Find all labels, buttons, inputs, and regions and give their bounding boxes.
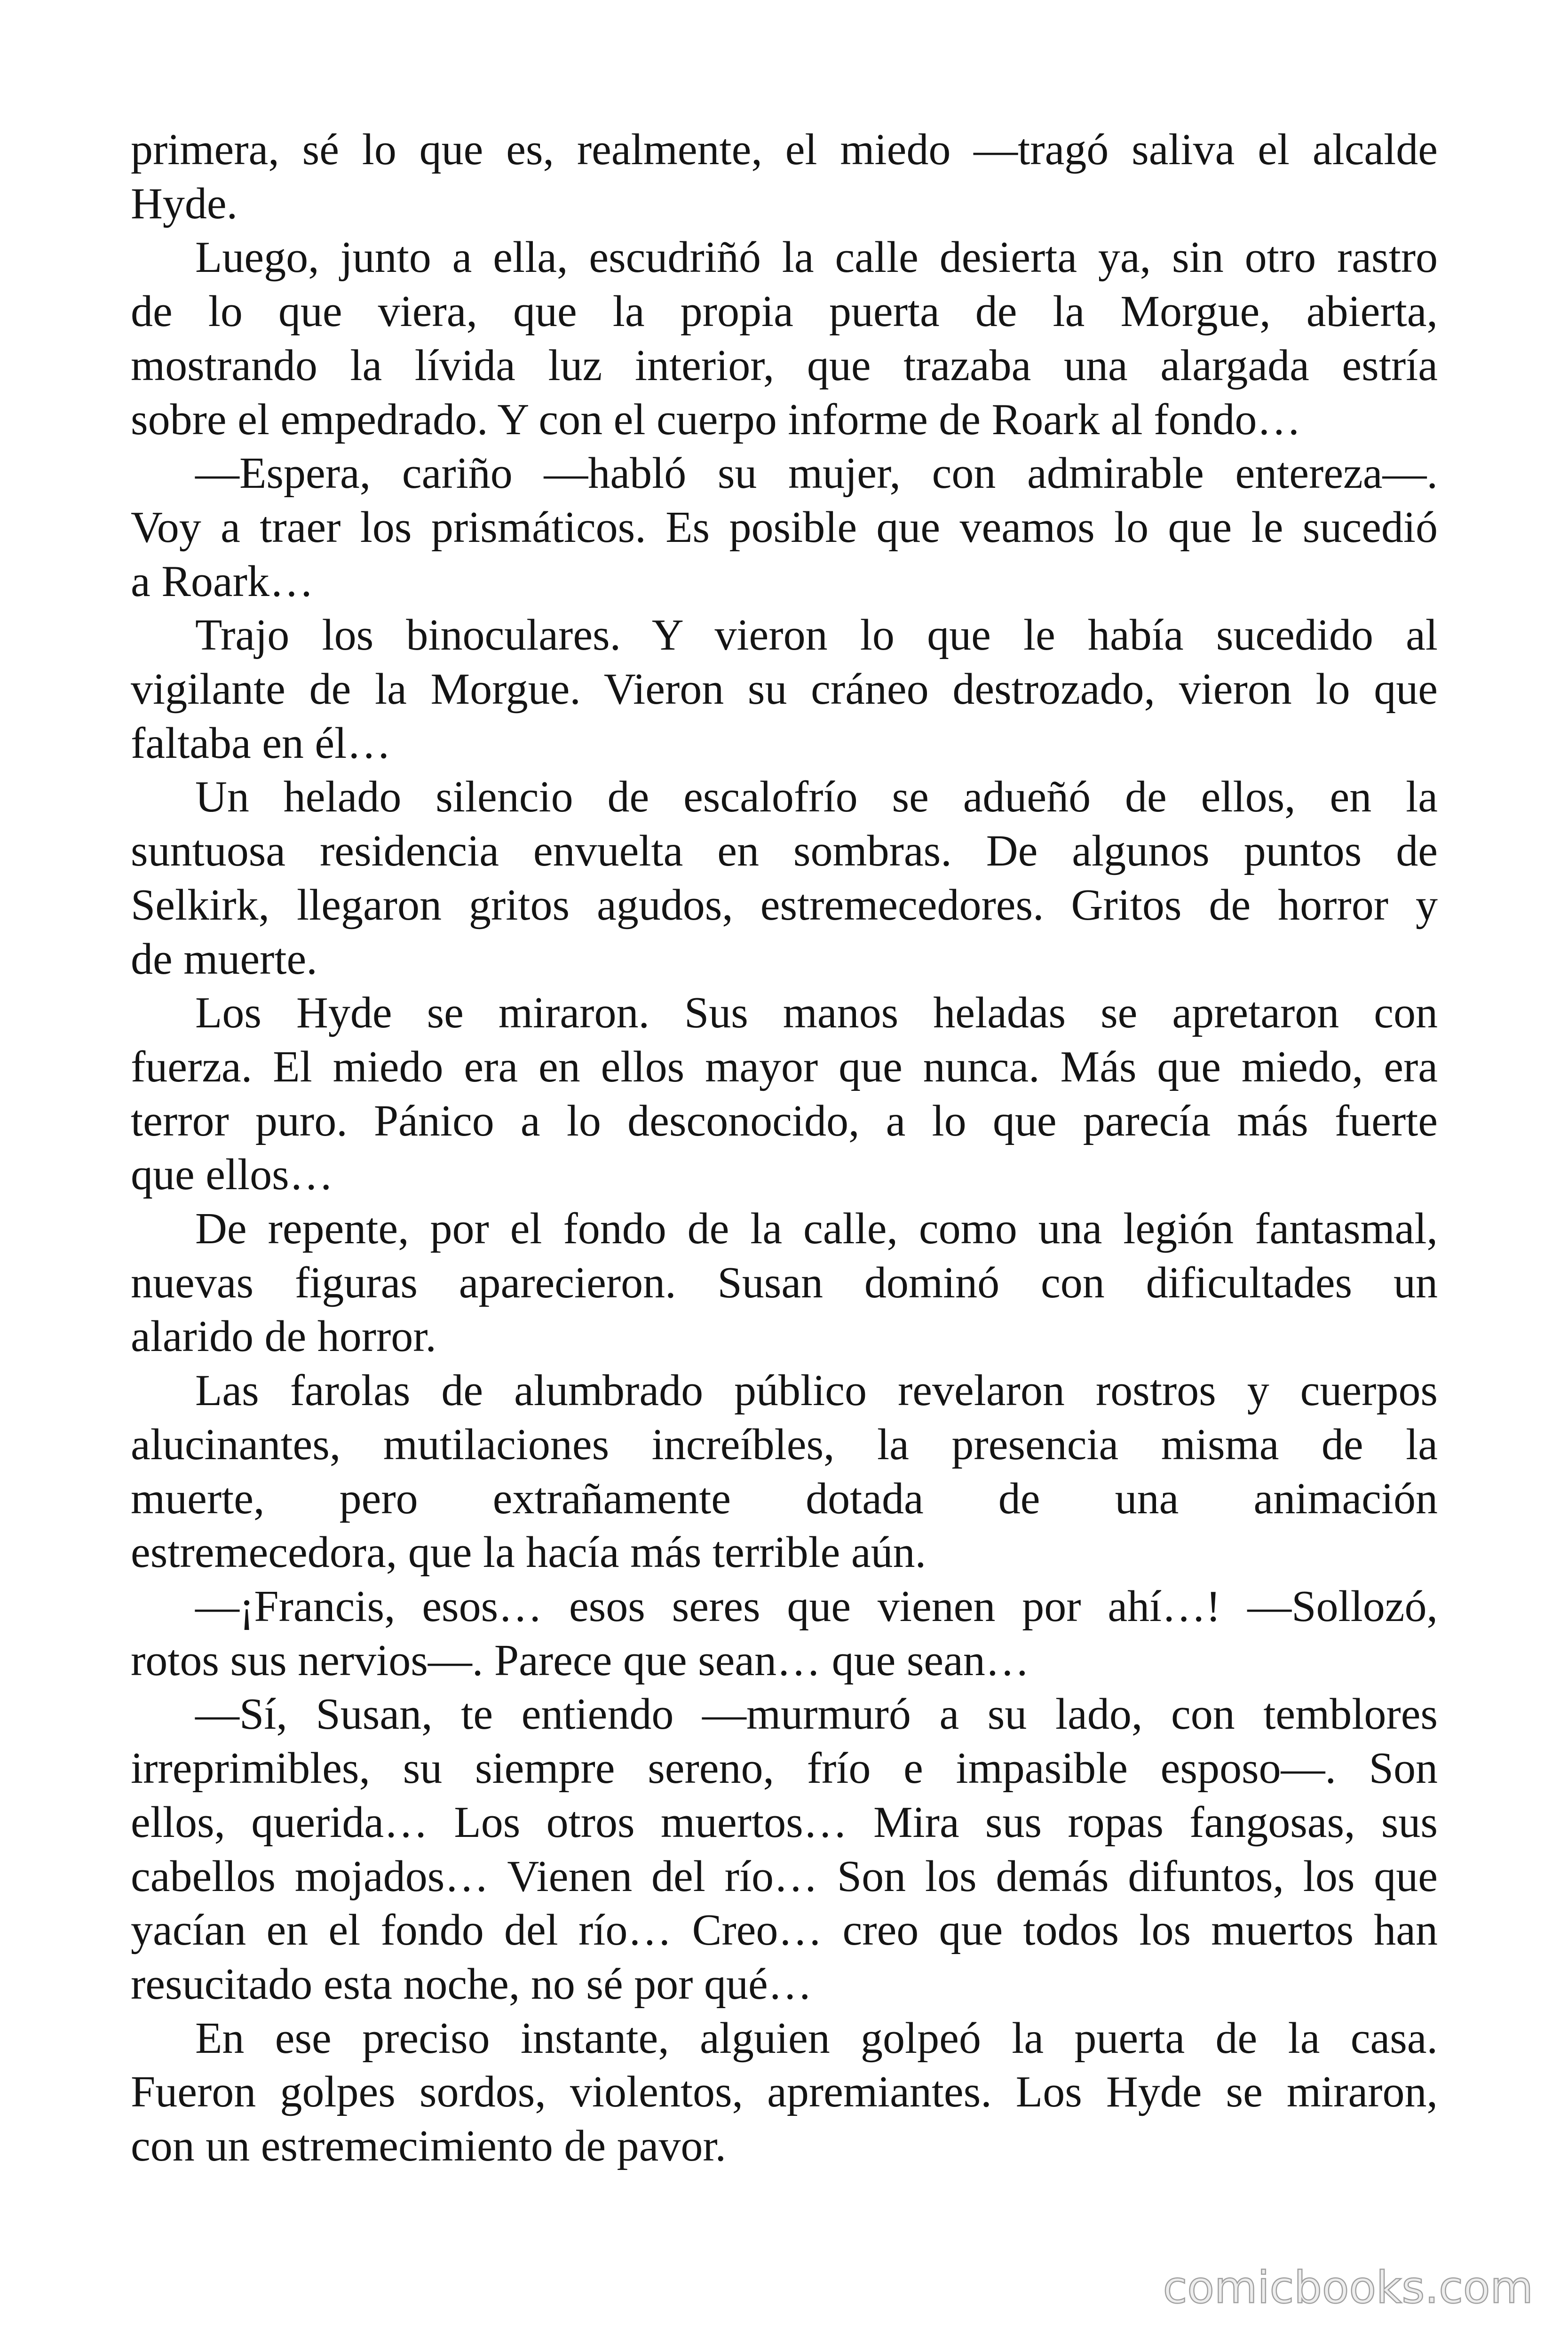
paragraph	[131, 2011, 1438, 2173]
text-line: con un estremecimiento de pavor.	[131, 2122, 726, 2171]
text-line: a Roark…	[131, 556, 314, 606]
text-line: vigilante de la Morgue. Vieron su cráneo destrozado, vieron lo que	[131, 665, 1438, 714]
body-text	[131, 123, 1438, 2173]
paragraph	[131, 1687, 1438, 2011]
text-line: Un helado silencio de escalofrío se adueñó de ellos, en la	[195, 772, 1438, 822]
text-line: estremecedora, que la hacía más terrible aún.	[131, 1528, 927, 1577]
paragraph	[131, 770, 1438, 986]
text-line: mostrando la lívida luz interior, que trazaba una alargada estría	[131, 341, 1438, 390]
paragraph	[131, 1580, 1438, 1687]
paragraph	[131, 986, 1438, 1202]
text-line: —Sí, Susan, te entiendo —murmuró a su lado, con temblores	[195, 1690, 1438, 1739]
text-line: irreprimibles, su siempre sereno, frío e impasible esposo—. Son	[131, 1744, 1438, 1793]
text-line: rotos sus nervios—. Parece que sean… que sean…	[131, 1636, 1029, 1685]
paragraph	[131, 608, 1438, 770]
paragraph	[131, 230, 1438, 446]
text-line: Trajo los binoculares. Y vieron lo que le había sucedido al	[195, 611, 1438, 660]
text-line: Selkirk, llegaron gritos agudos, estremecedores. Gritos de horror y	[131, 880, 1438, 930]
text-line: Luego, junto a ella, escudriñó la calle desierta ya, sin otro rastro	[195, 233, 1438, 282]
text-line: de lo que viera, que la propia puerta de la Morgue, abierta,	[131, 287, 1438, 336]
text-line: —Espera, cariño —habló su mujer, con admirable entereza—.	[195, 449, 1438, 498]
text-line: primera, sé lo que es, realmente, el miedo —tragó saliva el alcalde	[131, 125, 1438, 174]
paragraph	[131, 446, 1438, 608]
text-line: Voy a traer los prismáticos. Es posible que veamos lo que le sucedió	[131, 502, 1438, 552]
paragraph	[131, 1364, 1438, 1580]
text-line: suntuosa residencia envuelta en sombras. De algunos puntos de	[131, 826, 1438, 876]
text-line: nuevas figuras aparecieron. Susan dominó con dificultades un	[131, 1258, 1438, 1307]
text-line: yacían en el fondo del río… Creo… creo que todos los muertos han	[131, 1906, 1438, 1955]
text-line: alarido de horror.	[131, 1312, 436, 1361]
paragraph-continued	[131, 123, 1438, 230]
text-line: Las farolas de alumbrado público revelaron rostros y cuerpos	[195, 1366, 1438, 1415]
text-line: muerte, pero extrañamente dotada de una animación	[131, 1474, 1438, 1523]
text-line: Fueron golpes sordos, violentos, apremiantes. Los Hyde se miraron,	[131, 2067, 1438, 2117]
text-line: que ellos…	[131, 1150, 333, 1200]
text-line: resucitado esta noche, no sé por qué…	[131, 1959, 812, 2009]
paragraph	[131, 1202, 1438, 1364]
text-line: Hyde.	[131, 179, 238, 228]
text-line: fuerza. El miedo era en ellos mayor que nunca. Más que miedo, era	[131, 1042, 1438, 1091]
text-line: terror puro. Pánico a lo desconocido, a lo que parecía más fuerte	[131, 1096, 1438, 1145]
text-line: Los Hyde se miraron. Sus manos heladas se apretaron con	[195, 988, 1438, 1038]
text-line: —¡Francis, esos… esos seres que vienen por ahí…! —Sollozó,	[195, 1581, 1438, 1631]
text-line: En ese preciso instante, alguien golpeó la puerta de la casa.	[195, 2013, 1438, 2063]
watermark: comicbooks.com	[1163, 2262, 1533, 2313]
text-line: de muerte.	[131, 934, 317, 984]
text-line: De repente, por el fondo de la calle, como una legión fantasmal,	[195, 1204, 1438, 1254]
text-line: sobre el empedrado. Y con el cuerpo informe de Roark al fondo…	[131, 395, 1301, 444]
text-line: cabellos mojados… Vienen del río… Son los demás difuntos, los que	[131, 1851, 1438, 1901]
text-line: faltaba en él…	[131, 718, 391, 768]
text-line: alucinantes, mutilaciones increíbles, la presencia misma de la	[131, 1420, 1438, 1469]
text-line: ellos, querida… Los otros muertos… Mira sus ropas fangosas, sus	[131, 1797, 1438, 1847]
